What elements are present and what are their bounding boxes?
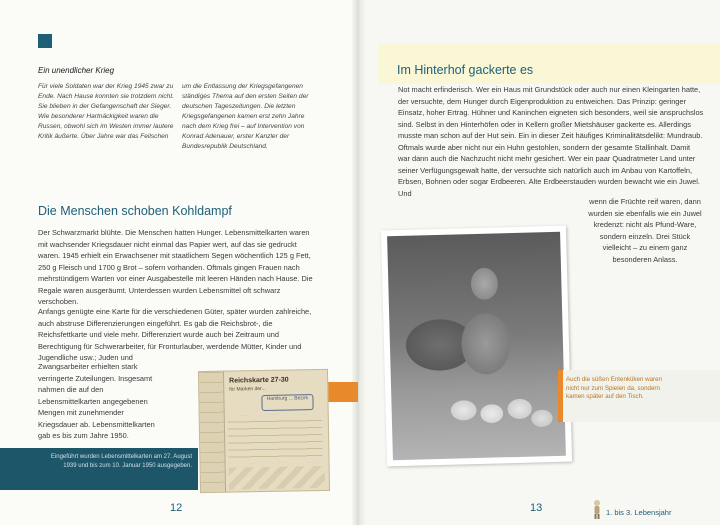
photo-content: [387, 232, 566, 460]
page-number-right: 13: [530, 502, 543, 514]
book-gutter: [352, 0, 366, 525]
ration-card-subtitle: für Marken der...: [229, 385, 266, 393]
ration-card-image: [198, 369, 330, 493]
aside-title: Ein unendlicher Krieg: [38, 66, 115, 75]
photo-caption: Auch die süßen Entenküken waren nicht nur zum Spielen da, sondern kamen später auf den Tisch.: [566, 376, 662, 400]
orange-accent-bar: [328, 382, 358, 402]
section-marker: [38, 34, 52, 48]
ration-card-caption: Eingeführt wurden Lebensmittelkarten am 27. August 1939 und bis zum 10. Januar 1950 ausgegeben.: [50, 454, 192, 469]
ration-card-pattern: [229, 466, 325, 490]
left-paragraph-2: Anfangs genügte eine Karte für die verschiedenen Güter, später wurden zahlreiche, auch abstruse Differenzierungen eingeführt. Es gab die Reichsbrot-, die Reichsfettkarte und viele mehr. Differenziert wurde auch bei Zeitraum und Berechtigung für Schwerarbeiter, für Fronturlauber, werdende Mütter, Kinder und Jugendliche usw.; Juden und: [38, 307, 312, 362]
right-paragraph-2: wenn die Früchte reif waren, dann wurden sie ebenfalls wie ein Juwel kredenzt: nicht als Pfund-Ware, sondern einzeln. Drei Stück vielleicht – zu einem ganz besonderen Anlass.: [588, 197, 702, 264]
right-paragraph-1a: Not macht erfinderisch. Wer ein Haus mit Grundstück oder auch nur einen Kleingarten hatte, der versuchte, dem Hunger durch Eigenproduktion zu entweichen. Das Prinzip: geringer Einsatz, hoher Ertrag. Hühner und Kaninchen eigneten sich besonders, weil sie anspruchslos sind. Selbst in den Hinterhöfen oder in Kellern großer Mietshäuser gackerte es. Allerdings musste man schon auf der Hut sein. Ein in dieser Zeit häufiges Kriminalitätsdelikt: Mundraub. Oftmals wurde aber nicht nur ein Huhn gestohlen, sondern der gesamte Stallinhalt. Damit war dann auch die Nachzucht nicht mehr gesichert.: [398, 85, 704, 163]
child-with-ducklings-photo: [381, 226, 572, 467]
aside-column-1: Für viele Soldaten war der Krieg 1945 zwar zu Ende. Nach Hause konnten sie trotzdem nicht. Sie blieben in der Gefangenschaft der Sieger. Wie besonderer Hartnäckigkeit waren die Russen, obwohl sich im Westen immer lautere Kritik äußerte. Über Jahre war das Feilschen: [38, 83, 174, 140]
ration-card-title: Reichskarte 27-30: [229, 376, 289, 385]
ration-card-coupons: [199, 372, 226, 492]
right-heading: Im Hinterhof gackerte es: [397, 63, 534, 77]
aside-column-2: um die Entlassung der Kriegsgefangenen ständiges Thema auf den ersten Seiten der deutschen Tageszeitungen. Die letzten Kriegsgefangenen kamen erst zehn Jahre nach dem Krieg frei – auf Intervention von Konrad Adenauer, erster Kanzler der Bundesrepublik Deutschland.: [182, 83, 309, 150]
right-paragraph-1b: Wer ein paar Quadratmeter Land unter seiner Verfügungsgewalt hatte, der versuchte sich natürlich auch im Anbau von Kartoffeln, Erbsen, Bohnen oder sogar Erdbeeren. Alte Erdbeerstauden wurden bewacht wie ein Juwel. Und: [398, 154, 700, 198]
page-number-left: 12: [170, 502, 183, 514]
ration-card-stamp: Hamburg ... Bezirk: [261, 394, 313, 411]
ration-card-lines: [228, 414, 323, 464]
left-heading: Die Menschen schoben Kohldampf: [38, 204, 232, 218]
child-figure-icon: [592, 499, 602, 519]
footer-age-label: 1. bis 3. Lebensjahr: [606, 508, 672, 517]
left-paragraph-1: Der Schwarzmarkt blühte. Die Menschen hatten Hunger. Lebensmittelkarten waren mit wachsender Kriegsdauer nicht einmal das Papier wert, auf das sie gedruckt waren. 1945 erhielt ein Erwachsener mit staatlichem Segen wöchentlich 125 g Fett, 250 g Fleisch und 1700 g Brot – sofern vorhanden. Oftmals gingen Frauen nach mehrstündigem Warten vor einer Ausgabestelle mit leeren Händen nach Hause. Die Regale waren ausgeräumt. Unterdessen wurden Lebensmittel oft schwarz verschoben.: [38, 228, 313, 306]
right-paragraph-1: [398, 84, 704, 199]
left-paragraph-3: Zwangsarbeiter erhielten stark verringerte Zuteilungen. Insgesamt nahmen die auf den Lebensmittelkarten angegebenen Mengen mit zunehmender Kriegsdauer ab. Lebensmittelkarten gab es bis zum Jahre 1950.: [38, 362, 155, 440]
